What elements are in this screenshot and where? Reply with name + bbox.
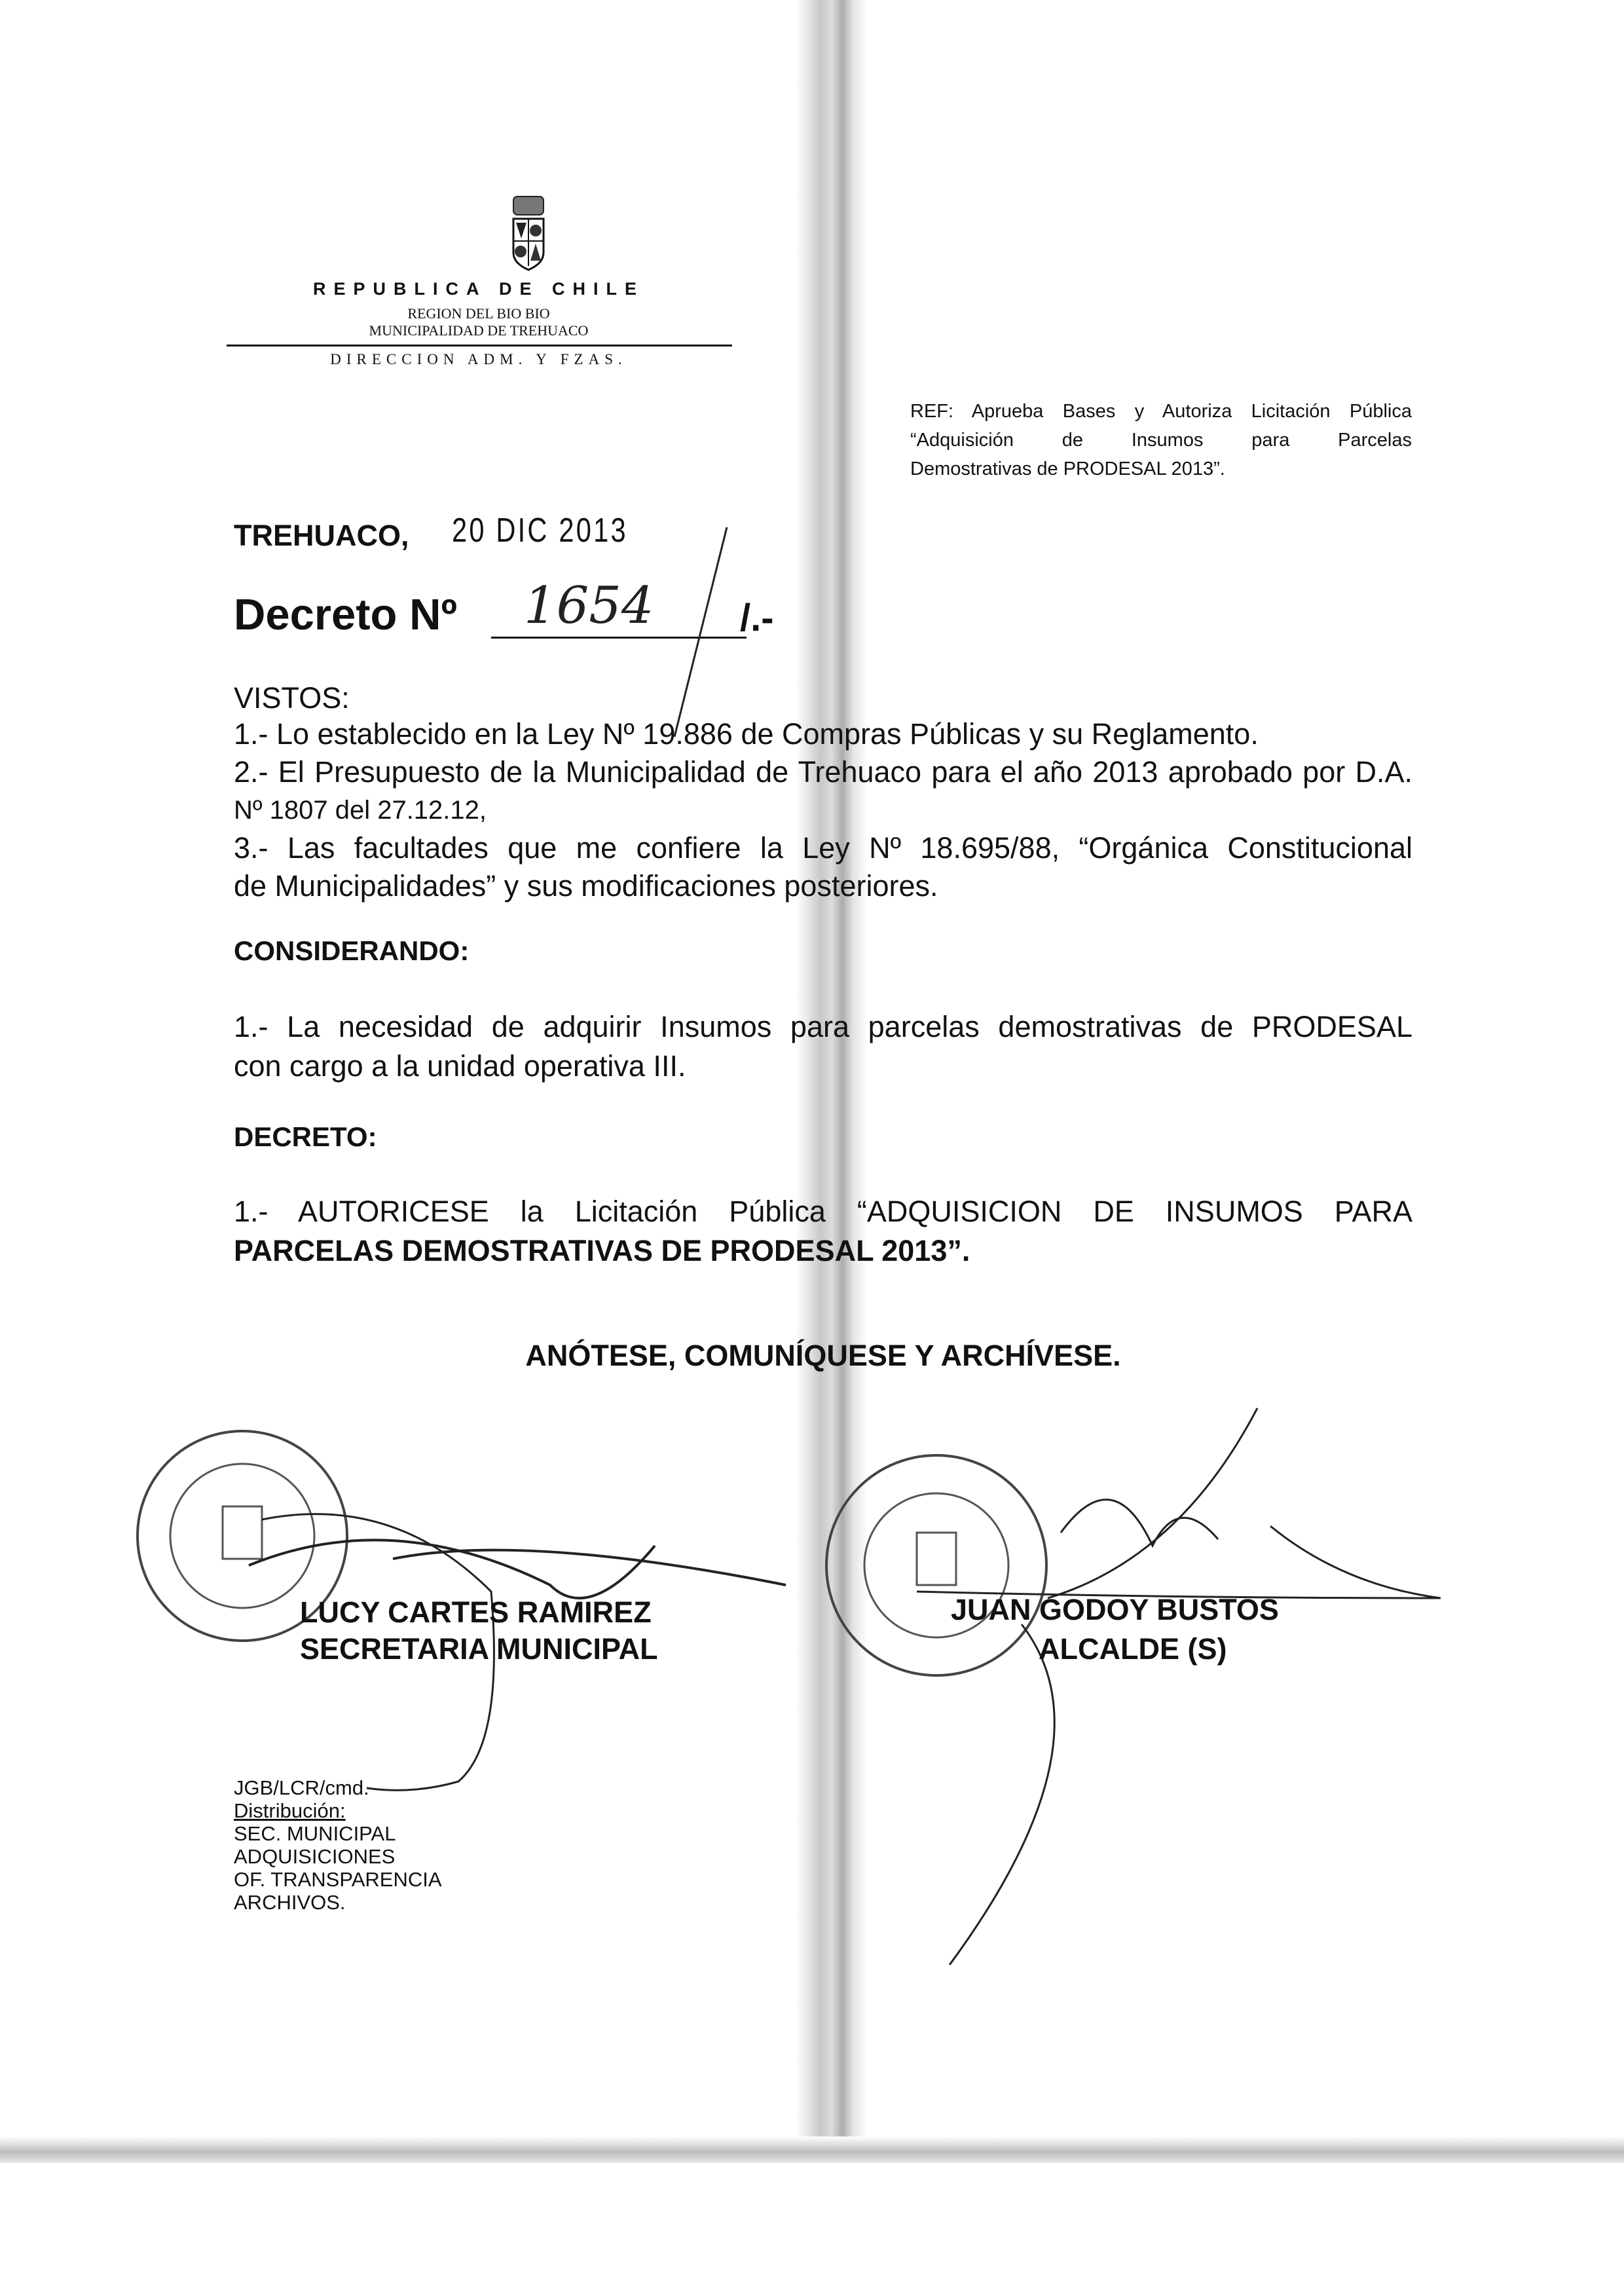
vistos-line: 1.- Lo establecido en la Ley Nº 19.886 de Compras Públicas y su Reglamento.	[234, 717, 1259, 751]
reference-block	[910, 397, 1412, 483]
header-country: REPUBLICA DE CHILE	[312, 279, 644, 299]
secretary-title: SECRETARIA MUNICIPAL	[300, 1632, 658, 1666]
vistos-heading: VISTOS:	[234, 681, 350, 715]
decree-number: 1654	[524, 576, 654, 635]
decreto-line: 1.- AUTORICESE la Licitación Pública “ADQUISICION DE INSUMOS PARA	[234, 1195, 1412, 1228]
vistos-line: 3.- Las facultades que me confiere la Ley Nº 18.695/88, “Orgánica Constitucional	[234, 831, 1412, 865]
decree-suffix: /.-	[740, 597, 774, 639]
header-rule	[227, 345, 732, 346]
ref-line: Demostrativas de PRODESAL 2013”.	[910, 458, 1225, 479]
vistos-line: 2.- El Presupuesto de la Municipalidad de Trehuaco para el año 2013 aprobado por D.A.	[234, 755, 1412, 789]
decreto-section	[234, 1192, 1412, 1271]
place: TREHUACO,	[234, 519, 409, 552]
considerando-line: 1.- La necesidad de adquirir Insumos para parcelas demostrativas de PRODESAL	[234, 1010, 1412, 1043]
distribution-item: ARCHIVOS.	[234, 1891, 346, 1914]
decree-label: Decreto Nº	[234, 590, 457, 639]
considerando-heading: CONSIDERANDO:	[234, 935, 470, 966]
distribution-item: SEC. MUNICIPAL	[234, 1822, 396, 1845]
initials: JGB/LCR/cmd.	[234, 1776, 369, 1799]
considerando-section	[234, 1007, 1412, 1086]
decreto-line: PARCELAS DEMOSTRATIVAS DE PRODESAL 2013”.	[234, 1234, 970, 1267]
distribution-label: Distribución:	[234, 1799, 346, 1822]
considerando-line: con cargo a la unidad operativa III.	[234, 1049, 686, 1083]
closing-formula: ANÓTESE, COMUNÍQUESE Y ARCHÍVESE.	[525, 1339, 1121, 1372]
decreto-heading: DECRETO:	[234, 1121, 377, 1152]
header-municipality: MUNICIPALIDAD DE TREHUACO	[369, 322, 589, 339]
distribution-block	[234, 1776, 442, 1914]
ref-line: “Adquisición de Insumos para Parcelas	[910, 430, 1412, 451]
distribution-item: ADQUISICIONES	[234, 1845, 396, 1868]
header-department: DIRECCION ADM. Y FZAS.	[330, 351, 627, 367]
ref-line: REF: Aprueba Bases y Autoriza Licitación Pública	[910, 401, 1412, 422]
header-region: REGION DEL BIO BIO	[407, 305, 550, 322]
secretary-name: LUCY CARTES RAMIREZ	[300, 1595, 652, 1629]
scan-edge	[0, 2136, 1624, 2163]
coat-of-arms-icon	[511, 195, 546, 271]
date-stamp: 20 DIC 2013	[452, 512, 628, 550]
vistos-line: de Municipalidades” y sus modificaciones posteriores.	[234, 869, 938, 903]
mayor-name: JUAN GODOY BUSTOS	[951, 1593, 1279, 1626]
mayor-title: ALCALDE (S)	[1039, 1632, 1227, 1666]
vistos-line: Nº 1807 del 27.12.12,	[234, 796, 487, 825]
distribution-item: OF. TRANSPARENCIA	[234, 1868, 442, 1891]
vistos-section	[234, 715, 1412, 905]
